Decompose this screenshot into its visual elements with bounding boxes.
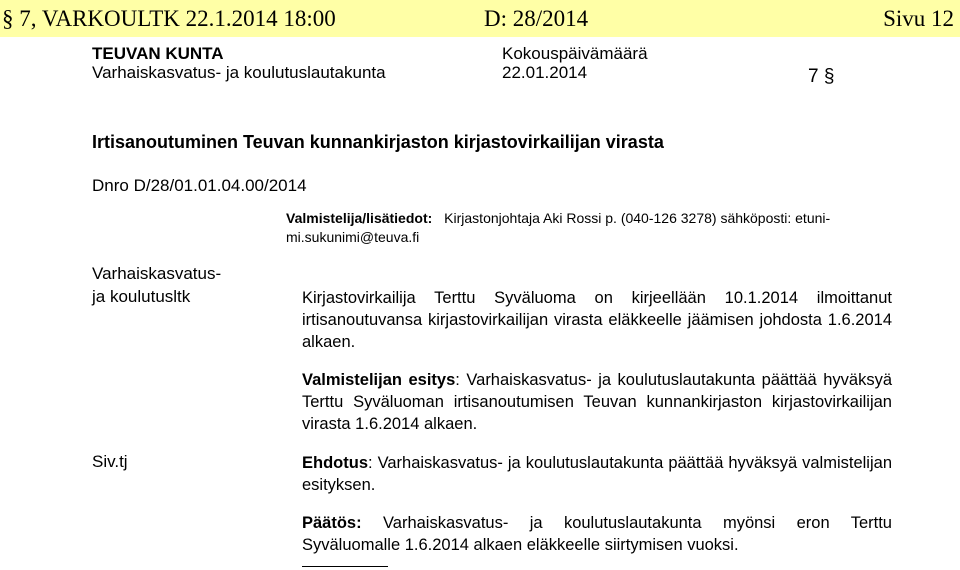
section-number: 7 § — [808, 66, 835, 87]
preparer-email: mi.sukunimi@teuva.fi — [286, 229, 420, 245]
paragraph-notice: Kirjastovirkailija Terttu Syväluoma on kirjeellään 10.1.2014 ilmoittanut irtisanoutuvansa kirjastovirkailijan virasta eläkkeelle jäämisen johdosta 1.6.2014 alkaen. — [302, 289, 892, 351]
board-name: Varhaiskasvatus- ja koulutuslautakunta — [92, 63, 386, 82]
preparer-line — [286, 210, 830, 226]
date-label: Kokouspäivämäärä — [502, 44, 648, 63]
banner-mid: D: 28/2014 — [484, 6, 589, 31]
proposal-label: Valmistelijan esitys — [302, 371, 456, 389]
dnro: Dnro D/28/01.01.04.00/2014 — [92, 176, 307, 195]
banner-page: Sivu 12 — [883, 6, 954, 31]
page-title: Irtisanoutuminen Teuvan kunnankirjaston kirjastovirkailijan virasta — [92, 132, 664, 152]
proposal-text: : Varhaiskasvatus- ja koulutuslautakunta päättää hyväksyä Terttu Syväluoman irtisanoutumisen Teuvan kunnankirjaston kirjastovirkailijan virasta 1.6.2014 alkaen. — [302, 371, 892, 433]
org-name: TEUVAN KUNTA — [92, 44, 224, 63]
margin-siv: Siv.tj — [92, 452, 128, 471]
paragraph-decision — [302, 512, 892, 556]
paragraph-proposal — [302, 369, 892, 435]
margin-board-2: ja koulutusltk — [92, 287, 191, 306]
motion-text: : Varhaiskasvatus- ja koulutuslautakunta päättää hyväksyä valmistelijan esityksen. — [302, 454, 892, 494]
paragraph-motion — [302, 452, 892, 496]
decision-label: Päätös: — [302, 514, 362, 532]
margin-board-1: Varhaiskasvatus- — [92, 264, 222, 283]
decision-text: Varhaiskasvatus- ja koulutuslautakunta myönsi eron Terttu Syväluomalle 1.6.2014 alkaen eläkkeelle siirtymisen vuoksi. — [302, 514, 892, 554]
banner-left: § 7, VARKOULTK 22.1.2014 18:00 — [2, 6, 336, 31]
preparer-label: Valmistelija/lisätiedot: — [286, 210, 433, 226]
motion-label: Ehdotus — [302, 454, 368, 472]
page-banner — [0, 0, 960, 37]
preparer-text: Kirjastonjohtaja Aki Rossi p. (040-126 3278) sähköposti: etuni- — [444, 210, 831, 226]
meeting-date: 22.01.2014 — [502, 63, 588, 82]
divider-line — [302, 566, 388, 567]
